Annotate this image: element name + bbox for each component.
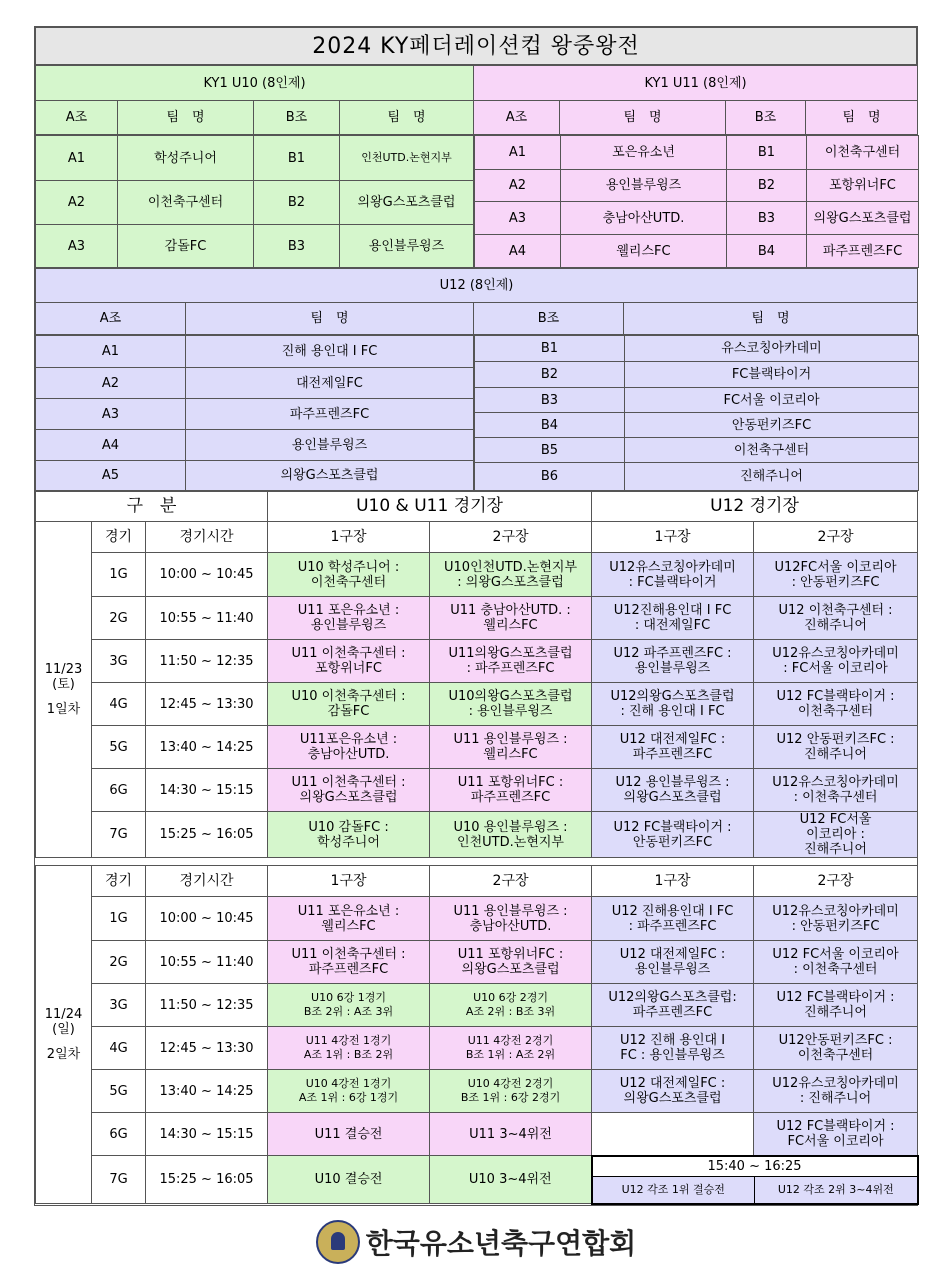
game-number: 7G: [92, 1156, 146, 1204]
u12-b5-code: B5: [475, 438, 625, 463]
u12-a4-code: A4: [36, 430, 186, 461]
game-time: 13:40 ~ 14:25: [146, 1070, 268, 1113]
page-title: 2024 KY페더레이션컵 왕중왕전: [36, 28, 917, 65]
u10-b2-team: 의왕G스포츠클럽: [340, 181, 474, 225]
u12-col-team-b: 팀 명: [624, 303, 918, 335]
match-u10u11-field1: U10 6강 1경기 B조 2위 : A조 3위: [268, 984, 430, 1027]
match-u12-field1: U12 대전제일FC : 용인블루윙즈: [592, 941, 754, 984]
match-u12-field1: U12유스코칭아카데미 : FC블랙타이거: [592, 553, 754, 597]
match-u12-field2: U12유스코칭아카데미 : FC서울 이코리아: [754, 640, 918, 683]
game-row: [36, 1070, 918, 1113]
match-u10u11-field2: U11의왕G스포츠클럽 : 파주프렌즈FC: [430, 640, 592, 683]
match-u12-field1: U12 진해용인대 I FC : 파주프렌즈FC: [592, 897, 754, 941]
game-row: [36, 726, 918, 769]
game-number: 3G: [92, 984, 146, 1027]
u12-third-place-match: U12 각조 2위 3~4위전: [755, 1177, 917, 1203]
game-row: [36, 984, 918, 1027]
day2-field2-u10u11: 2구장: [430, 866, 592, 897]
u10-b3-code: B3: [254, 225, 340, 268]
game-time: 15:25 ~ 16:05: [146, 1156, 268, 1204]
u12-b6-team: 진해주니어: [625, 463, 919, 491]
match-u10u11-field1: U11 포은유소년 : 용인블루윙즈: [268, 597, 430, 640]
u12-final-match: U12 각조 1위 결승전: [593, 1177, 755, 1203]
u12-groups: [35, 268, 918, 335]
match-u10u11-field1: U10 학성주니어 : 이천축구센터: [268, 553, 430, 597]
match-u12-field2: U12유스코칭아카데미 : 진해주니어: [754, 1070, 918, 1113]
u12-b2-code: B2: [475, 362, 625, 388]
u12-a2-team: 대전제일FC: [186, 368, 474, 399]
day2-col-game: 경기: [92, 866, 146, 897]
u12-b1-team: 유스코칭아카데미: [625, 336, 919, 362]
game-time: 10:55 ~ 11:40: [146, 597, 268, 640]
match-u10u11-field1: U11 포은유소년 : 웰리스FC: [268, 897, 430, 941]
game-number: 6G: [92, 1113, 146, 1156]
day-separator: [36, 858, 918, 866]
match-u12-field1: U12의왕G스포츠클럽: 파주프렌즈FC: [592, 984, 754, 1027]
u12-a5-team: 의왕G스포츠클럽: [186, 461, 474, 491]
u11-b4-code: B4: [727, 235, 807, 268]
match-u10u11-field1: U11포은유소년 : 충남아산UTD.: [268, 726, 430, 769]
day1-date-cell: [36, 522, 92, 858]
u12-col-b: B조: [474, 303, 624, 335]
match-u10u11-field1: U10 4강전 1경기 A조 1위 : 6강 1경기: [268, 1070, 430, 1113]
game-time: 10:00 ~ 10:45: [146, 897, 268, 941]
u10-b1-code: B1: [254, 136, 340, 181]
day2-date-cell: [36, 866, 92, 1204]
u12-b5-team: 이천축구센터: [625, 438, 919, 463]
game-number: 6G: [92, 769, 146, 812]
match-u12-field1: [592, 1113, 754, 1156]
game-row: [36, 597, 918, 640]
game-number: 5G: [92, 726, 146, 769]
schedule-gubun: 구 분: [36, 492, 268, 522]
game-time: 14:30 ~ 15:15: [146, 1113, 268, 1156]
u11-a1-code: A1: [475, 136, 561, 170]
u12-b4-team: 안동펀키즈FC: [625, 413, 919, 438]
u12-a3-team: 파주프렌즈FC: [186, 399, 474, 430]
u11-b1-code: B1: [727, 136, 807, 170]
day1-col-game: 경기: [92, 522, 146, 553]
match-u12-field2: U12유스코칭아카데미 : 안동펀키즈FC: [754, 897, 918, 941]
u11-a2-code: A2: [475, 170, 561, 202]
match-u12-field2: U12 이천축구센터 : 진해주니어: [754, 597, 918, 640]
day1-label: 1일차: [46, 702, 81, 717]
u12-b6-code: B6: [475, 463, 625, 491]
day2-label: 2일차: [46, 1047, 81, 1062]
match-u12-field2: U12유스코칭아카데미 : 이천축구센터: [754, 769, 918, 812]
match-u10u11-field2: U10인천UTD.논현지부 : 의왕G스포츠클럽: [430, 553, 592, 597]
match-u12-field2: U12 FC블랙타이거 : FC서울 이코리아: [754, 1113, 918, 1156]
u10-a2-team: 이천축구센터: [118, 181, 254, 225]
match-u12-field1: U12 FC블랙타이거 : 안동펀키즈FC: [592, 812, 754, 858]
day1-field1-u10u11: 1구장: [268, 522, 430, 553]
match-u12-field2: U12FC서울 이코리아 : 안동펀키즈FC: [754, 553, 918, 597]
title-table: [35, 27, 917, 65]
u12-a-table: [35, 335, 474, 491]
match-u10u11-field1: U11 이천축구센터 : 의왕G스포츠클럽: [268, 769, 430, 812]
u12-col-a: A조: [36, 303, 186, 335]
match-u10u11-field1: U10 결승전: [268, 1156, 430, 1204]
day2-field2-u12: 2구장: [754, 866, 918, 897]
game-number: 1G: [92, 897, 146, 941]
u12-a5-code: A5: [36, 461, 186, 491]
match-u12-field1: U12 대전제일FC : 의왕G스포츠클럽: [592, 1070, 754, 1113]
u12-b2-team: FC블랙타이거: [625, 362, 919, 388]
match-u10u11-field1: U10 감돌FC : 학성주니어: [268, 812, 430, 858]
game-row: [36, 769, 918, 812]
match-u10u11-field2: U10 3~4위전: [430, 1156, 592, 1204]
day1-date: 11/23: [44, 662, 83, 677]
game-row: [36, 683, 918, 726]
game-number: 3G: [92, 640, 146, 683]
game-number: 2G: [92, 597, 146, 640]
match-u12-field1: U12 진해 용인대 I FC : 용인블루윙즈: [592, 1027, 754, 1070]
day2-field1-u10u11: 1구장: [268, 866, 430, 897]
u11-a4-team: 웰리스FC: [561, 235, 727, 268]
match-u10u11-field2: U10의왕G스포츠클럽 : 용인블루윙즈: [430, 683, 592, 726]
day2-schedule: [36, 866, 918, 1204]
match-u10u11-field2: U11 포항위너FC : 의왕G스포츠클럽: [430, 941, 592, 984]
u10-col-team-a: 팀 명: [118, 101, 254, 135]
u11-b3-team: 의왕G스포츠클럽: [807, 202, 919, 235]
match-u10u11-field2: U11 4강전 2경기 B조 1위 : A조 2위: [430, 1027, 592, 1070]
u10-header: KY1 U10 (8인제): [36, 66, 474, 101]
match-u10u11-field1: U10 이천축구센터 : 감돌FC: [268, 683, 430, 726]
u10-b3-team: 용인블루윙즈: [340, 225, 474, 268]
match-u12-field2: U12 FC블랙타이거 : 진해주니어: [754, 984, 918, 1027]
match-u10u11-field2: U10 6강 2경기 A조 2위 : B조 3위: [430, 984, 592, 1027]
u11-b2-team: 포항위너FC: [807, 170, 919, 202]
u11-a1-team: 포은유소년: [561, 136, 727, 170]
u11-col-a: A조: [474, 101, 560, 135]
game-time: 11:50 ~ 12:35: [146, 640, 268, 683]
u12-col-team-a: 팀 명: [186, 303, 474, 335]
u10-a1-team: 학성주니어: [118, 136, 254, 181]
match-u10u11-field2: U11 용인블루윙즈 : 충남아산UTD.: [430, 897, 592, 941]
day2-field1-u12: 1구장: [592, 866, 754, 897]
game-row: [36, 553, 918, 597]
match-u10u11-field2: U11 3~4위전: [430, 1113, 592, 1156]
game-time: 12:45 ~ 13:30: [146, 1027, 268, 1070]
footer-org-name: 한국유소년축구연합회: [365, 1227, 637, 1260]
u11-b3-code: B3: [727, 202, 807, 235]
u12-b4-code: B4: [475, 413, 625, 438]
game-number: 4G: [92, 1027, 146, 1070]
match-u10u11-field2: U10 용인블루윙즈 : 인천UTD.논현지부: [430, 812, 592, 858]
day2-weekday: (일): [52, 1022, 75, 1037]
venue-u10u11: U10 & U11 경기장: [268, 492, 592, 522]
game-row: [36, 640, 918, 683]
u11-header: KY1 U11 (8인제): [474, 66, 918, 101]
u12-a4-team: 용인블루윙즈: [186, 430, 474, 461]
u12-b1-code: B1: [475, 336, 625, 362]
game-row: [36, 1113, 918, 1156]
tournament-sheet: [34, 26, 918, 1206]
u12-a1-team: 진해 용인대 I FC: [186, 336, 474, 368]
match-u12-field1: U12진해용인대 I FC : 대전제일FC: [592, 597, 754, 640]
game-number: 1G: [92, 553, 146, 597]
venue-u12: U12 경기장: [592, 492, 918, 522]
u11-b1-team: 이천축구센터: [807, 136, 919, 170]
match-u10u11-field1: U11 결승전: [268, 1113, 430, 1156]
game-time: 13:40 ~ 14:25: [146, 726, 268, 769]
game-time: 10:55 ~ 11:40: [146, 941, 268, 984]
game-row: [36, 897, 918, 941]
u10-col-b: B조: [254, 101, 340, 135]
game-number: 2G: [92, 941, 146, 984]
u10-b1-team: 인천UTD.논현지부: [340, 136, 474, 181]
game-number: 5G: [92, 1070, 146, 1113]
match-u12-field1: U12 파주프렌즈FC : 용인블루윙즈: [592, 640, 754, 683]
u12-b-table: [474, 335, 919, 491]
game-time: 11:50 ~ 12:35: [146, 984, 268, 1027]
day1-field2-u10u11: 2구장: [430, 522, 592, 553]
game-time: 15:25 ~ 16:05: [146, 812, 268, 858]
u11-col-team-b: 팀 명: [806, 101, 918, 135]
u12-a2-code: A2: [36, 368, 186, 399]
game-time: 10:00 ~ 10:45: [146, 553, 268, 597]
game-row: [36, 1156, 918, 1204]
day1-col-time: 경기시간: [146, 522, 268, 553]
day1-weekday: (토): [52, 677, 75, 692]
u10-a2-code: A2: [36, 181, 118, 225]
match-u10u11-field2: U11 충남아산UTD. : 웰리스FC: [430, 597, 592, 640]
u10-a3-code: A3: [36, 225, 118, 268]
u12-final-block: [592, 1156, 918, 1204]
u10-a3-team: 감돌FC: [118, 225, 254, 268]
federation-emblem-icon: [316, 1220, 360, 1264]
u11-a3-code: A3: [475, 202, 561, 235]
u12-a3-code: A3: [36, 399, 186, 430]
match-u10u11-field2: U11 용인블루윙즈 : 웰리스FC: [430, 726, 592, 769]
day1-field2-u12: 2구장: [754, 522, 918, 553]
u12-b3-code: B3: [475, 388, 625, 413]
match-u10u11-field1: U11 이천축구센터 : 포항위너FC: [268, 640, 430, 683]
u10-b2-code: B2: [254, 181, 340, 225]
match-u10u11-field1: U11 4강전 1경기 A조 1위 : B조 2위: [268, 1027, 430, 1070]
u11-group-table: [474, 135, 919, 268]
day1-field1-u12: 1구장: [592, 522, 754, 553]
u10-a1-code: A1: [36, 136, 118, 181]
u11-b4-team: 파주프렌즈FC: [807, 235, 919, 268]
match-u12-field2: U12 FC서울 이코리아 : 이천축구센터: [754, 941, 918, 984]
match-u10u11-field2: U10 4강전 2경기 B조 1위 : 6강 2경기: [430, 1070, 592, 1113]
u12-header: U12 (8인제): [36, 269, 918, 303]
match-u10u11-field2: U11 포항위너FC : 파주프렌즈FC: [430, 769, 592, 812]
schedule-table: [35, 491, 919, 1205]
match-u12-field1: U12 용인블루윙즈 : 의왕G스포츠클럽: [592, 769, 754, 812]
game-number: 7G: [92, 812, 146, 858]
game-row: [36, 941, 918, 984]
match-u12-field2: U12 FC서울 이코리아 : 진해주니어: [754, 812, 918, 858]
footer: [0, 1222, 952, 1267]
u10-u11-groups: [35, 65, 918, 135]
u12-b3-team: FC서울 이코리아: [625, 388, 919, 413]
game-time: 14:30 ~ 15:15: [146, 769, 268, 812]
game-number: 4G: [92, 683, 146, 726]
u11-a4-code: A4: [475, 235, 561, 268]
u11-b2-code: B2: [727, 170, 807, 202]
day2-col-time: 경기시간: [146, 866, 268, 897]
u12-a1-code: A1: [36, 336, 186, 368]
u12-final-time: 15:40 ~ 16:25: [593, 1157, 917, 1177]
game-row: [36, 1027, 918, 1070]
u10-group-table: [35, 135, 474, 268]
match-u12-field2: U12안동펀키즈FC : 이천축구센터: [754, 1027, 918, 1070]
u10-col-team-b: 팀 명: [340, 101, 474, 135]
day2-date: 11/24: [44, 1007, 83, 1022]
u11-col-b: B조: [726, 101, 806, 135]
day1-schedule: [36, 522, 918, 858]
u11-col-team-a: 팀 명: [560, 101, 726, 135]
match-u12-field2: U12 안동펀키즈FC : 진해주니어: [754, 726, 918, 769]
match-u12-field1: U12 대전제일FC : 파주프렌즈FC: [592, 726, 754, 769]
u10-col-a: A조: [36, 101, 118, 135]
game-time: 12:45 ~ 13:30: [146, 683, 268, 726]
match-u10u11-field1: U11 이천축구센터 : 파주프렌즈FC: [268, 941, 430, 984]
game-row: [36, 812, 918, 858]
match-u12-field2: U12 FC블랙타이거 : 이천축구센터: [754, 683, 918, 726]
u11-a3-team: 충남아산UTD.: [561, 202, 727, 235]
u11-a2-team: 용인블루윙즈: [561, 170, 727, 202]
match-u12-field1: U12의왕G스포츠클럽 : 진해 용인대 I FC: [592, 683, 754, 726]
